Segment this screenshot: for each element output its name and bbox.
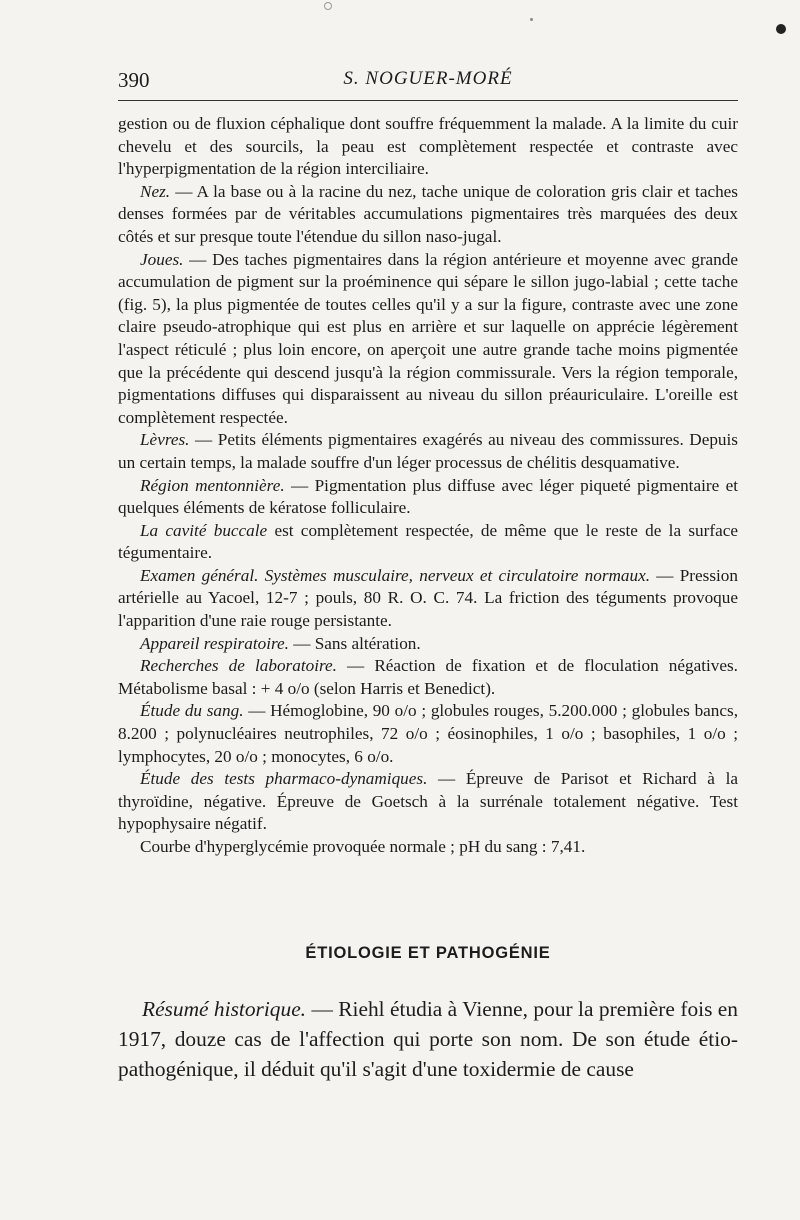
paragraph-text: — Pigmentation plus diffuse avec léger piqueté pigmentaire et quelques éléments de kératose folliculaire. xyxy=(118,475,738,518)
paragraph-joues xyxy=(118,249,738,430)
paragraph-lead: Lèvres. xyxy=(140,430,190,450)
paragraph-nez xyxy=(118,181,738,249)
paragraph-lead: Étude du sang. xyxy=(140,701,244,721)
paragraph-tests-pharmaco xyxy=(118,768,738,836)
ink-speck xyxy=(324,2,332,10)
historical-summary xyxy=(118,994,738,1084)
paragraph-text: — Réaction de fixation et de floculation négatives. Métabolisme basal : + 4 o/o (selon Harris et Benedict). xyxy=(118,656,738,698)
clinical-description xyxy=(118,113,738,859)
paragraph-text: gestion ou de fluxion céphalique dont souffre fréquemment la malade. A la limite du cuir chevelu et des sourcils, la peau est complètement respectée et contraste avec l'hyperpigmentation de la région interciliaire. xyxy=(118,114,738,179)
paragraph-examen-general xyxy=(118,565,738,633)
page-header xyxy=(118,64,738,94)
paragraph-lead: Résumé historique. xyxy=(142,997,307,1021)
ink-speck xyxy=(530,18,533,21)
paragraph-etude-sang xyxy=(118,700,738,768)
paragraph-courbe xyxy=(118,836,738,859)
paragraph-cavite-buccale xyxy=(118,520,738,565)
paragraph-recherches-laboratoire xyxy=(118,655,738,700)
paragraph-text: — Petits éléments pigmentaires exagérés au niveau des commissures. Depuis un certain temps, la malade souffre d'un léger processus de chélitis desquamative. xyxy=(118,430,738,472)
paragraph-text: — A la base ou à la racine du nez, tache unique de coloration gris clair et taches denses formées par de véritables accumulations pigmentaires très marquées des deux côtés et sur presque toute l'étendue du sillon naso-jugal. xyxy=(118,181,738,246)
paragraph-text: Courbe d'hyperglycémie provoquée normale ; pH du sang : 7,41. xyxy=(140,837,586,856)
paragraph-levres xyxy=(118,429,738,474)
paragraph xyxy=(118,113,738,181)
paragraph-lead: La cavité buccale xyxy=(140,520,268,540)
running-title: S. NOGUER-MORÉ xyxy=(343,68,513,89)
paragraph-text: — Des taches pigmentaires dans la région antérieure et moyenne avec grande accumulation de pigment sur la proéminence qui sépare le sillon jugo-labial ; cette tache (fig. 5), la plus pigmentée de toutes celles qu'il y a sur la figure, contraste avec une zone claire pseudo-atrophique qui est plus en arrière et sur laquelle on apprécie légèrement l'aspect réticulé ; plus loin encore, on aperçoit une autre grande tache moins pigmentée que la précédente qui descend jusqu'à la région commissurale. Vers la région temporale, pigmentations diffuses qui disparaissent au niveau du sillon préauriculaire. L'oreille est complètement respectée. xyxy=(118,249,738,427)
paragraph-lead: Joues. xyxy=(140,249,184,269)
paragraph-lead: Recherches de laboratoire. xyxy=(140,656,337,676)
paragraph-text: — Riehl étudia à Vienne, pour la première fois en 1917, douze cas de l'affection qui porte son nom. De son étude étio-pathogénique, il déduit qu'il s'agit d'une toxidermie de cause xyxy=(118,997,738,1081)
paragraph-lead: Nez. xyxy=(140,181,171,201)
page-number: 390 xyxy=(118,68,150,92)
paragraph-lead: Appareil respiratoire. xyxy=(140,633,289,653)
paragraph xyxy=(118,994,738,1084)
paragraph-text: — Pression artérielle au Yacoel, 12-7 ; pouls, 80 R. O. C. 74. La friction des téguments provoque l'apparition d'une raie rouge persistante. xyxy=(118,565,738,631)
paragraph-text: est complètement respectée, de même que le reste de la surface tégumentaire. xyxy=(118,520,738,563)
header-rule xyxy=(118,100,738,101)
paragraph-lead: Examen général. Systèmes musculaire, nerveux et circulatoire normaux. xyxy=(140,565,651,585)
ink-speck xyxy=(776,24,786,34)
paragraph-lead: Région mentonnière. xyxy=(140,475,285,495)
paragraph-region-mentonniere xyxy=(118,475,738,520)
paragraph-appareil-respiratoire xyxy=(118,633,738,656)
paragraph-text: — Hémoglobine, 90 o/o ; globules rouges, 5.200.000 ; globules bancs, 8.200 ; polynucléaires neutrophiles, 72 o/o ; éosinophiles, 1 o/o ; basophiles, 1 o/o ; lymphocytes, 20 o/o ; monocytes, 6 o/o. xyxy=(118,701,739,766)
paragraph-text: — Sans altération. xyxy=(288,633,421,653)
section-heading: ÉTIOLOGIE ET PATHOGÉNIE xyxy=(305,944,551,962)
paragraph-lead: Étude des tests pharmaco-dynamiques. xyxy=(140,769,428,789)
paragraph-text: — Épreuve de Parisot et Richard à la thyroïdine, négative. Épreuve de Goetsch à la surrénale totalement négative. Test hypophysaire négatif. xyxy=(118,769,738,834)
